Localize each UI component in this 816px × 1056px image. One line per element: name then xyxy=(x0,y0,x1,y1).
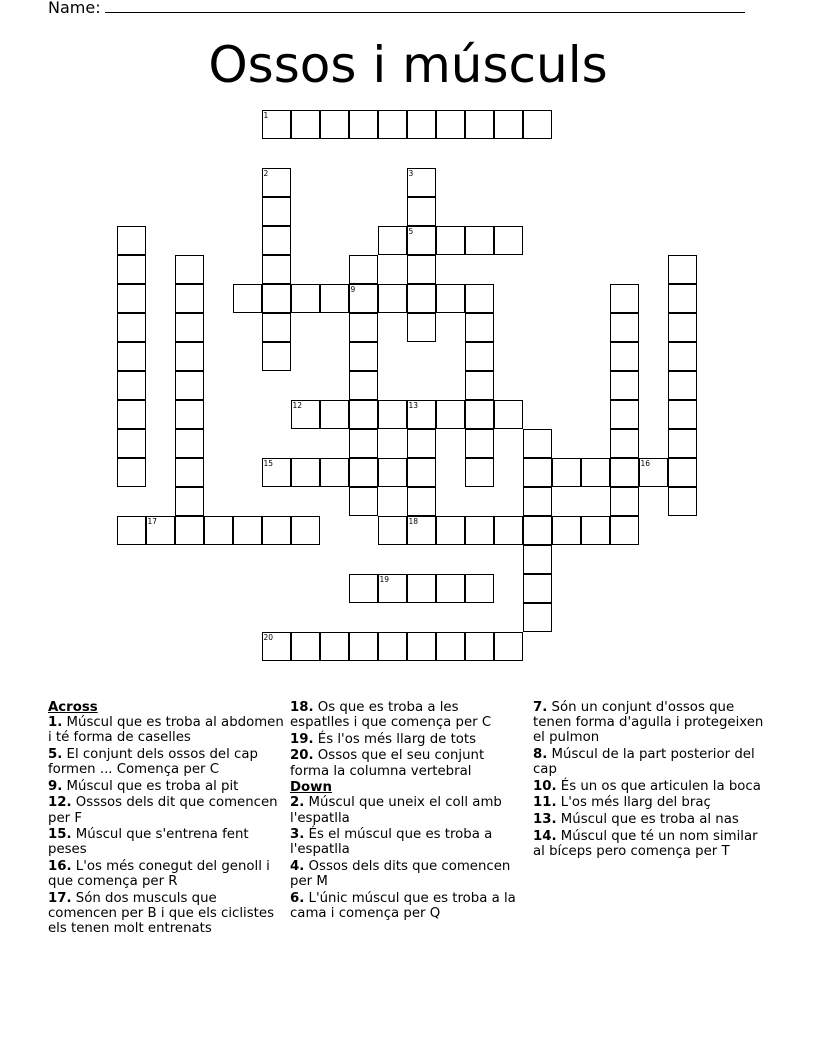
clue-number: 11. xyxy=(533,795,557,811)
clue-number: 1. xyxy=(48,715,63,731)
crossword-cell[interactable] xyxy=(262,458,291,487)
crossword-cell[interactable] xyxy=(407,255,436,284)
clue-across-17 xyxy=(48,891,284,937)
crossword-cell[interactable] xyxy=(668,313,697,342)
crossword-cell[interactable] xyxy=(407,313,436,342)
clue-across-5 xyxy=(48,747,284,777)
crossword-cell[interactable] xyxy=(668,458,697,487)
across-heading: Across xyxy=(48,700,98,715)
crossword-cell[interactable] xyxy=(465,458,494,487)
crossword-cell[interactable] xyxy=(349,574,378,603)
clue-number: 3. xyxy=(290,827,305,843)
clue-down-8 xyxy=(533,747,773,777)
clue-down-11 xyxy=(533,795,773,810)
crossword-cell[interactable] xyxy=(117,313,146,342)
clue-number-label: 19 xyxy=(379,574,390,584)
crossword-cell[interactable] xyxy=(610,371,639,400)
crossword-cell[interactable] xyxy=(262,516,291,545)
crossword-cell[interactable] xyxy=(552,516,581,545)
crossword-cell[interactable] xyxy=(552,458,581,487)
crossword-cell[interactable] xyxy=(378,458,407,487)
clue-number: 10. xyxy=(533,778,557,794)
crossword-cell[interactable] xyxy=(465,429,494,458)
clue-number: 17. xyxy=(48,890,72,906)
crossword-cell[interactable] xyxy=(175,429,204,458)
crossword-cell[interactable] xyxy=(407,487,436,516)
crossword-cell[interactable] xyxy=(610,313,639,342)
clue-across-15 xyxy=(48,827,284,857)
clue-text: Múscul que té un nom similar al bíceps pero comença per T xyxy=(533,828,758,859)
clue-number-label: 18 xyxy=(408,516,419,526)
crossword-cell[interactable] xyxy=(581,516,610,545)
clue-across-20 xyxy=(290,748,516,778)
crossword-cell[interactable] xyxy=(407,197,436,226)
crossword-cell[interactable] xyxy=(320,284,349,313)
crossword-cell[interactable] xyxy=(610,342,639,371)
clue-text: El conjunt dels ossos del cap formen ... Comença per C xyxy=(48,747,258,778)
crossword-cell[interactable] xyxy=(378,284,407,313)
crossword-cell[interactable] xyxy=(407,284,436,313)
crossword-cell[interactable] xyxy=(349,342,378,371)
crossword-cell[interactable] xyxy=(349,487,378,516)
clue-text: Múscul que s'entrena fent peses xyxy=(48,827,249,858)
crossword-cell[interactable] xyxy=(175,342,204,371)
crossword-cell[interactable] xyxy=(320,400,349,429)
crossword-cell[interactable] xyxy=(610,487,639,516)
crossword-cell[interactable] xyxy=(262,168,291,197)
crossword-cell[interactable] xyxy=(610,458,639,487)
clue-number: 5. xyxy=(48,747,63,762)
clue-text: Són dos musculs que comencen per B i que els ciclistes els tenen molt entrenats xyxy=(48,890,274,937)
crossword-cell[interactable] xyxy=(523,110,552,139)
clues-column-3 xyxy=(533,700,773,860)
clue-number-label: 20 xyxy=(263,632,274,642)
clue-text: L'únic múscul que es troba a la cama i comença per Q xyxy=(290,890,516,921)
crossword-cell[interactable] xyxy=(175,400,204,429)
name-label: Name: xyxy=(48,0,101,17)
clue-across-18 xyxy=(290,700,516,730)
clue-number: 6. xyxy=(290,890,305,906)
crossword-cell[interactable] xyxy=(117,458,146,487)
clue-number-label: 9 xyxy=(350,284,356,294)
crossword-cell[interactable] xyxy=(320,458,349,487)
crossword-cell[interactable] xyxy=(204,516,233,545)
crossword-cell[interactable] xyxy=(494,516,523,545)
crossword-cell[interactable] xyxy=(117,226,146,255)
crossword-cell[interactable] xyxy=(436,400,465,429)
crossword-cell[interactable] xyxy=(117,429,146,458)
crossword-cell[interactable] xyxy=(320,110,349,139)
crossword-cell[interactable] xyxy=(349,632,378,661)
crossword-cell[interactable] xyxy=(494,632,523,661)
crossword-cell[interactable] xyxy=(262,110,291,139)
clue-number: 7. xyxy=(533,700,548,715)
crossword-cell[interactable] xyxy=(523,545,552,574)
clues-column-2 xyxy=(290,700,516,923)
crossword-cell[interactable] xyxy=(407,226,436,255)
crossword-cell[interactable] xyxy=(349,110,378,139)
crossword-cell[interactable] xyxy=(175,371,204,400)
crossword-cell[interactable] xyxy=(378,516,407,545)
clue-number: 2. xyxy=(290,795,305,811)
crossword-cell[interactable] xyxy=(494,226,523,255)
crossword-cell[interactable] xyxy=(610,516,639,545)
clue-down-7 xyxy=(533,700,773,746)
crossword-cell[interactable] xyxy=(465,400,494,429)
crossword-cell[interactable] xyxy=(175,458,204,487)
clue-number-label: 5 xyxy=(408,226,414,236)
crossword-cell[interactable] xyxy=(610,284,639,313)
crossword-cell[interactable] xyxy=(523,458,552,487)
crossword-cell[interactable] xyxy=(117,516,146,545)
crossword-cell[interactable] xyxy=(117,371,146,400)
crossword-cell[interactable] xyxy=(436,574,465,603)
clue-down-13 xyxy=(533,812,773,827)
crossword-cell[interactable] xyxy=(668,429,697,458)
crossword-cell[interactable] xyxy=(465,313,494,342)
clue-number-label: 12 xyxy=(292,400,303,410)
crossword-cell[interactable] xyxy=(291,400,320,429)
crossword-cell[interactable] xyxy=(262,632,291,661)
clue-text: Múscul que es troba al pit xyxy=(66,778,239,794)
crossword-cell[interactable] xyxy=(117,284,146,313)
crossword-cell[interactable] xyxy=(436,284,465,313)
clue-text: Ossos que el seu conjunt forma la columna vertebral xyxy=(290,748,485,779)
crossword-cell[interactable] xyxy=(407,429,436,458)
crossword-cell[interactable] xyxy=(523,516,552,545)
crossword-cell[interactable] xyxy=(291,110,320,139)
crossword-cell[interactable] xyxy=(262,284,291,313)
clues-column-1 xyxy=(48,700,284,938)
crossword-cell[interactable] xyxy=(436,632,465,661)
clue-number-label: 16 xyxy=(640,458,651,468)
clue-number: 8. xyxy=(533,747,548,762)
clue-text: L'os més conegut del genoll i que comença per R xyxy=(48,858,270,890)
clue-number-label: 13 xyxy=(408,400,419,410)
crossword-cell[interactable] xyxy=(407,168,436,197)
crossword-cell[interactable] xyxy=(523,574,552,603)
clue-text: L'os més llarg del braç xyxy=(560,795,711,811)
clue-number: 20. xyxy=(290,748,314,764)
crossword-cell[interactable] xyxy=(378,110,407,139)
clue-text: Múscul que es troba al abdomen i té forma de caselles xyxy=(48,715,284,746)
clue-number: 4. xyxy=(290,858,305,874)
clue-down-3 xyxy=(290,827,516,857)
crossword-cell[interactable] xyxy=(465,632,494,661)
crossword-cell[interactable] xyxy=(262,342,291,371)
crossword-cell[interactable] xyxy=(378,226,407,255)
clue-across-12 xyxy=(48,795,284,825)
clue-number: 12. xyxy=(48,795,72,811)
clue-text: Són un conjunt d'ossos que tenen forma d'agulla i protegeixen el pulmon xyxy=(533,700,764,746)
crossword-cell[interactable] xyxy=(349,313,378,342)
clue-number: 16. xyxy=(48,858,72,874)
crossword-cell[interactable] xyxy=(465,226,494,255)
crossword-cell[interactable] xyxy=(523,487,552,516)
crossword-cell[interactable] xyxy=(117,255,146,284)
clue-down-14 xyxy=(533,829,773,859)
crossword-cell[interactable] xyxy=(436,516,465,545)
crossword-cell[interactable] xyxy=(436,226,465,255)
clue-number-label: 3 xyxy=(408,168,414,178)
clue-down-4 xyxy=(290,859,516,889)
clue-text: Ossos dels dits que comencen per M xyxy=(290,858,511,890)
clue-number: 15. xyxy=(48,827,72,843)
crossword-cell[interactable] xyxy=(407,574,436,603)
crossword-cell[interactable] xyxy=(407,110,436,139)
crossword-cell[interactable] xyxy=(523,603,552,632)
crossword-cell[interactable] xyxy=(610,429,639,458)
clue-across-19 xyxy=(290,732,516,747)
crossword-cell[interactable] xyxy=(291,516,320,545)
crossword-cell[interactable] xyxy=(581,458,610,487)
crossword-cell[interactable] xyxy=(523,429,552,458)
crossword-cell[interactable] xyxy=(639,458,668,487)
crossword-cell[interactable] xyxy=(378,632,407,661)
crossword-cell[interactable] xyxy=(668,371,697,400)
crossword-cell[interactable] xyxy=(175,313,204,342)
crossword-cell[interactable] xyxy=(349,255,378,284)
crossword-cell[interactable] xyxy=(378,574,407,603)
crossword-cell[interactable] xyxy=(320,632,349,661)
clue-down-6 xyxy=(290,891,516,921)
clue-number: 14. xyxy=(533,828,557,844)
crossword-cell[interactable] xyxy=(175,284,204,313)
crossword-cell[interactable] xyxy=(146,516,175,545)
crossword-cell[interactable] xyxy=(291,458,320,487)
crossword-cell[interactable] xyxy=(668,342,697,371)
clue-text: És un os que articulen la boca xyxy=(560,778,761,794)
puzzle-title: Ossos i músculs xyxy=(208,36,608,94)
crossword-cell[interactable] xyxy=(494,110,523,139)
clue-number: 9. xyxy=(48,778,63,794)
crossword-cell[interactable] xyxy=(465,371,494,400)
down-heading: Down xyxy=(290,780,332,796)
clue-text: Múscul de la part posterior del cap xyxy=(533,747,755,778)
crossword-cell[interactable] xyxy=(117,342,146,371)
crossword-cell[interactable] xyxy=(378,400,407,429)
crossword-cell[interactable] xyxy=(175,255,204,284)
crossword-cell[interactable] xyxy=(465,110,494,139)
crossword-cell[interactable] xyxy=(262,255,291,284)
crossword-cell[interactable] xyxy=(407,632,436,661)
clue-text: És el múscul que es troba a l'espatlla xyxy=(290,827,493,858)
crossword-cell[interactable] xyxy=(436,110,465,139)
crossword-cell[interactable] xyxy=(349,284,378,313)
crossword-cell[interactable] xyxy=(233,516,262,545)
crossword-cell[interactable] xyxy=(407,516,436,545)
crossword-cell[interactable] xyxy=(262,197,291,226)
crossword-cell[interactable] xyxy=(262,313,291,342)
clue-across-16 xyxy=(48,859,284,889)
clue-text: Múscul que es troba al nas xyxy=(560,811,739,827)
clue-text: Os que es troba a les espatlles i que comença per C xyxy=(290,700,492,731)
clue-across-9 xyxy=(48,779,284,794)
crossword-cell[interactable] xyxy=(407,400,436,429)
crossword-cell[interactable] xyxy=(291,284,320,313)
crossword-cell[interactable] xyxy=(668,400,697,429)
crossword-cell[interactable] xyxy=(175,487,204,516)
clue-text: Múscul que uneix el coll amb l'espatlla xyxy=(290,795,502,826)
crossword-cell[interactable] xyxy=(407,458,436,487)
crossword-cell[interactable] xyxy=(349,400,378,429)
crossword-cell[interactable] xyxy=(668,487,697,516)
clue-number-label: 2 xyxy=(263,168,269,178)
crossword-cell[interactable] xyxy=(262,226,291,255)
crossword-cell[interactable] xyxy=(349,458,378,487)
clue-text: Osssos dels dit que comencen per F xyxy=(48,795,278,826)
clue-down-2 xyxy=(290,795,516,825)
crossword-cell[interactable] xyxy=(668,284,697,313)
clue-across-1 xyxy=(48,715,284,745)
crossword-cell[interactable] xyxy=(494,400,523,429)
clue-number-label: 1 xyxy=(263,110,269,120)
clue-down-10 xyxy=(533,779,773,794)
crossword-cell[interactable] xyxy=(175,516,204,545)
clue-number-label: 17 xyxy=(147,516,158,526)
crossword-cell[interactable] xyxy=(349,429,378,458)
crossword-cell[interactable] xyxy=(465,284,494,313)
clue-number: 19. xyxy=(290,731,314,747)
clue-number: 13. xyxy=(533,811,557,827)
crossword-cell[interactable] xyxy=(610,400,639,429)
crossword-cell[interactable] xyxy=(465,574,494,603)
crossword-cell[interactable] xyxy=(117,400,146,429)
clue-number-label: 15 xyxy=(263,458,274,468)
crossword-cell[interactable] xyxy=(465,516,494,545)
crossword-cell[interactable] xyxy=(349,371,378,400)
clue-text: És l'os més llarg de tots xyxy=(317,731,477,747)
clue-number: 18. xyxy=(290,700,314,715)
crossword-cell[interactable] xyxy=(233,284,262,313)
crossword-cell[interactable] xyxy=(465,342,494,371)
crossword-cell[interactable] xyxy=(291,632,320,661)
crossword-cell[interactable] xyxy=(668,255,697,284)
